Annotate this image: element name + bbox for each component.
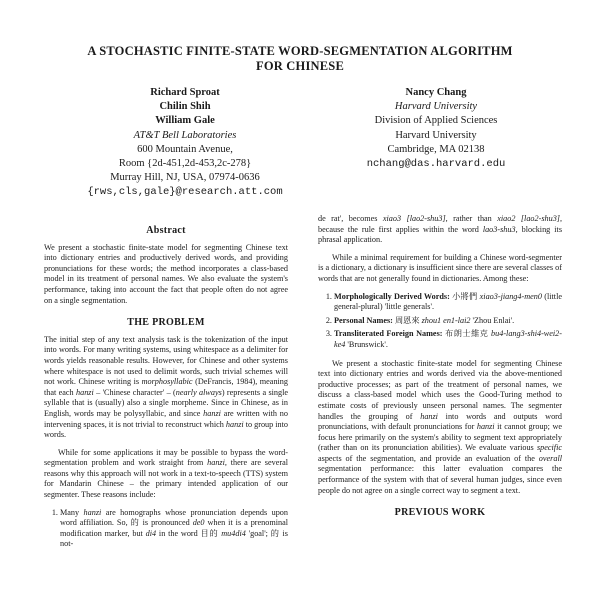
author-university: Harvard University	[395, 129, 477, 141]
left-column	[44, 226, 288, 558]
list-item: 1. Many hanzi are homographs whose pronunciation depends upon word affiliation. So, 的 is pronounced de0 when it is a prenominal modification marker, but di4 in the word 目的 mu4di4 'goal'; 的 is not-	[60, 508, 288, 550]
author-name: William Gale	[155, 115, 215, 127]
author-city: Cambridge, MA 02138	[387, 143, 485, 155]
right-column	[318, 214, 562, 525]
author-name: Chilin Shih	[159, 101, 211, 113]
author-address: 600 Mountain Avenue,	[137, 143, 233, 155]
author-block-right	[336, 86, 536, 171]
author-address: Room {2d-451,2d-453,2c-278}	[118, 158, 252, 170]
author-email: {rws,cls,gale}@research.att.com	[87, 186, 283, 199]
author-address: Murray Hill, NJ, USA, 07974-0636	[110, 172, 260, 184]
abstract-text: We present a stochastic finite-state model for segmenting Chinese text into dictionary entries and productively derived words, and providing pronunciations for these words; the method incorporates a class-based model in its treatment of personal names. We also evaluate the system's performance, taking into account the fact that people often do not agree on a single segmentation.	[44, 242, 288, 305]
list-item: 1. Morphologically Derived Words: 小將們 xiao3-jiang4-men0 (little general-plural) 'little generals'.	[334, 292, 562, 313]
list-item: 2. Personal Names: 周恩來 zhou1 en1-lai2 'Zhou Enlai'.	[334, 316, 562, 327]
problem-paragraph-2: While for some applications it may be possible to bypass the word-segmentation problem and work straight from hanzi, there are several reasons why this approach will not work in a text-to-speech (TTS) system for Mandarin Chinese – the primary intended application of our segmenter. These reasons include:	[44, 447, 288, 500]
problem-paragraph-1: The initial step of any text analysis task is the tokenization of the input into words. For many writing systems, using whitespace as a delimiter for words yields reasonable results. However, for Chinese and other systems where whitespace is not used to delimit words, such trivial schemes will not work. Chinese writing is morphosyllabic (DeFrancis, 1984), meaning that each hanzi – 'Chinese character' – (nearly always) represents a single syllable that is (usually) also a single morpheme. Since in Chinese, as in English, words may be polysyllabic, and since hanzi are written with no intervening spaces, it is not trivial to reconstruct which hanzi to group into words.	[44, 334, 289, 440]
list-item: 3. Transliterated Foreign Names: 布朗士維克 bu4-lang3-shi4-wei2-ke4 'Brunswick'.	[334, 329, 562, 350]
author-department: Division of Applied Sciences	[374, 115, 498, 127]
continued-paragraph: de rat', becomes xiao3 [lao2-shu3], rather than xiao2 [lao2-shu3], because the rule first applies within the word lao3-shu3, blocking its phrasal application.	[318, 214, 563, 245]
author-block-left	[70, 86, 300, 200]
title-line-1: A STOCHASTIC FINITE-STATE WORD-SEGMENTATION ALGORITHM	[87, 44, 513, 58]
title-line-2: FOR CHINESE	[256, 59, 344, 73]
dictionary-paragraph: While a minimal requirement for building a Chinese word-segmenter is a dictionary, a dictionary is insufficient since there are several classes of words that are not generally found in dictionaries. Among these:	[318, 252, 562, 283]
section-heading-problem: THE PROBLEM	[127, 317, 205, 329]
author-name: Richard Sproat	[150, 87, 220, 98]
author-affiliation: AT&T Bell Laboratories	[133, 129, 237, 141]
author-name: Nancy Chang	[405, 87, 467, 98]
section-heading-previous-work: PREVIOUS WORK	[394, 507, 486, 519]
abstract-heading: Abstract	[146, 225, 186, 236]
author-affiliation: Harvard University	[394, 101, 478, 113]
paper-title	[0, 44, 600, 74]
word-classes-list	[318, 292, 562, 351]
model-paragraph: We present a stochastic finite-state model for segmenting Chinese text into dictionary entries and words derived via the above-mentioned productive processes; as part of the treatment of personal names, we discuss a class-based model which uses the Good-Turing method to estimate costs of previously unseen personal names. The segmenter handles the grouping of hanzi into words and outputs word pronunciations, with default pronunciations for hanzi it cannot group; we focus here primarily on the system's ability to segment text appropriately (rather than on its pronunciation abilities). We evaluate various specific aspects of the segmentation, and provide an evaluation of the overall segmentation performance: this latter evaluation compares the performance of the system with that of several human judges, since even people do not agree on a single correct way to segment a text.	[318, 358, 562, 495]
reasons-list	[44, 508, 288, 550]
author-email: nchang@das.harvard.edu	[366, 158, 506, 171]
